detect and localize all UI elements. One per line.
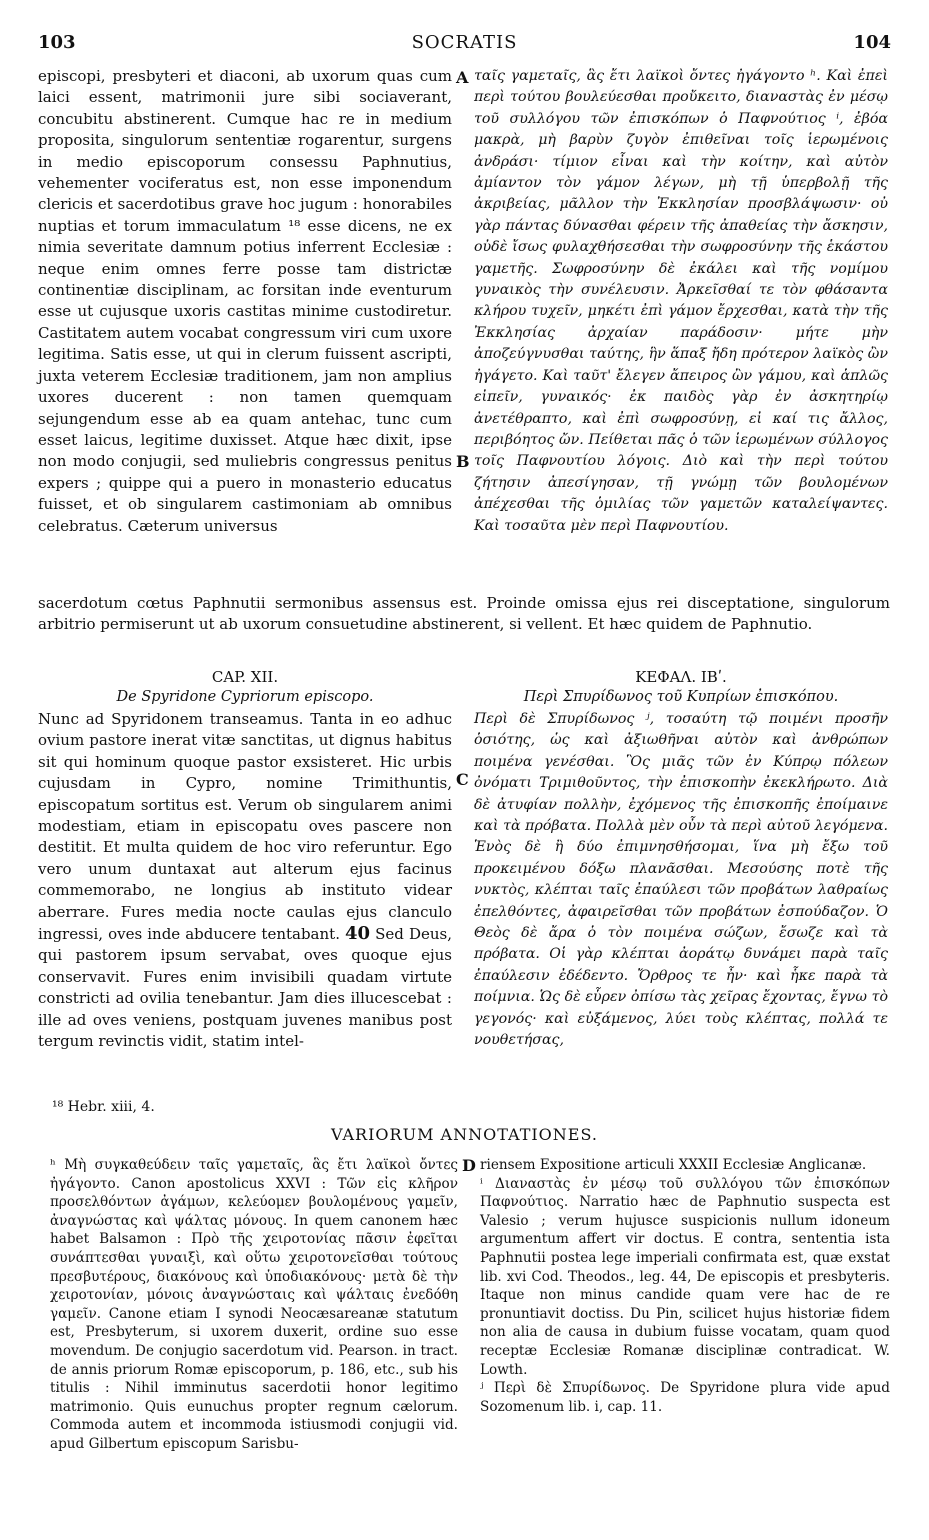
latin-column-top: episcopi, presbyteri et diaconi, ab uxorum quas cum laici essent, matrimonii jure sibi sociaverant, concubitu abstinerent. Cumque hac re in medium proposita, singulorum sententiæ rogarentur, surgens in medio episcoporum consessu Paphnutius, vehementer vociferatus est, non esse imponendum clericis et sacerdotibus grave hoc jugum : honorabiles nuptias et torum immaculatum ¹⁸ esse dicens, ne ex nimia severitate damnum potius inferrent Ecclesiæ : neque enim omnes ferre posse tam districtæ continentiæ disciplinam, ac forsitan inde eventurum esse ut cujusque uxoris castitas minime custodiretur. Castitatem autem vocabat congressum viri cum uxore legitima. Satis esse, ut qui in clerum fuissent ascripti, juxta veterem Ecclesiæ traditionem, jam non amplius uxores ducerent : non tamen quemquam sejungendum esse ab ea quam antehac, tunc cum esset laicus, legitime duxisset. Atque hæc dixit, ipse non modo conjugii, sed muliebris congressus penitus expers ; quippe qui a puero in monasterio educatus fuisset, et ob singularem castimoniam ab omnibus celebratus. Cæterum universus (38, 67, 452, 535)
latin-chapter (38, 667, 452, 1053)
notes-right-column (480, 1156, 890, 1416)
note-i: ⁱ Διαναστὰς ἐν μέσῳ τοῦ συλλόγου τῶν ἐπισκόπων Παφνούτιος. Narratio hæc de Paphnutio suspecta est Valesio ; verum hujusce suspicionis nullum idoneum argumentum affert vir doctus. E contra, sententia ista Paphnutii postea lege imperiali confirmata est, quæ exstat lib. xvi Cod. Theodos., leg. 44, De episcopis et presbyteris. Itaque non minus candide quam vere hac de re pronuntiavit doctiss. Du Pin, scilicet hujus historiæ fidem non alia de causa in dubium fuisse vocatam, quam quod receptæ Ecclesiæ Romanæ disciplinæ contradicat. W. Lowth. (480, 1175, 890, 1378)
column-number-mark: 40 (345, 923, 371, 945)
section-marker-d: D (462, 1156, 476, 1175)
chapter-text-greek: Περὶ δὲ Σπυρίδωνος ʲ, τοσαύτη τῷ ποιμένι προσῆν ὁσιότης, ὡς καὶ ἀξιωθῆναι αὐτὸν καὶ ἀνθρώπων ποιμένα γενέσθαι. Ὃς μιᾶς τῶν ἐν Κύπρῳ πόλεων ὀνόματι Τριμιθοῦντος, τὴν ἐπισκοπὴν ἐκεκλήρωτο. Διὰ δὲ ἀτυφίαν πολλὴν, ἐχόμενος τῆς ἐπισκοπῆς ἐποίμαινε καὶ τὰ πρόβατα. Πολλὰ μὲν οὖν τὰ περὶ αὐτοῦ λεγόμενα. Ἑνὸς δὲ ἢ δύο ἐπιμνησθήσομαι, ἵνα μὴ ἔξω τοῦ προκειμένου δόξω πλανᾶσθαι. Μεσούσης ποτὲ τῆς νυκτὸς, κλέπται ταῖς ἐπαύλεσι τῶν προβάτων λαθραίως ἐπελθόντες, ἀφαιρεῖσθαι τῶν προβάτων ἐσπούδαζον. Ὁ Θεὸς δὲ ἄρα ὁ τὸν ποιμένα σώζων, ἔσωζε καὶ τὰ πρόβατα. Οἱ γὰρ κλέπται ἀοράτῳ δυνάμει παρὰ ταῖς ἐπαύλεσιν ἐδέδεντο. Ὄρθρος τε ἦν· καὶ ἧκε παρὰ τὰ ποίμνια. Ὡς δὲ εὗρεν ὀπίσω τὰς χεῖρας ἔχοντας, ἔγνω τὸ γεγονός· καὶ εὐξάμενος, λύει τοὺς κλέπτας, πολλά τε νουθετήσας, (474, 711, 888, 1049)
section-marker-b: B (456, 452, 470, 471)
chapter-title-greek: ΚΕΦΑΛ. ΙΒʹ. (635, 668, 727, 686)
notes-left-column: ʰ Μὴ συγκαθεύδειν ταῖς γαμεταῖς, ἃς ἔτι λαϊκοὶ ὄντες ἠγάγοντο. Canon apostolicus XXVI : Τῶν εἰς κλῆρον προσελθόντων ἀγάμων, κελεύομεν βουλομένους γαμεῖν, ἀναγνώστας καὶ ψάλτας μόνους. In quem canonem hæc habet Balsamon : Πρὸ τῆς χειροτονίας πᾶσιν ἐφεῖται συνάπτεσθαι γυναιξὶ, καὶ οὕτω χειροτονεῖσθαι τούτους πρεσβυτέρους, διακόνους καὶ ὑποδιακόνους· μετὰ δὲ τὴν χειροτονίαν, μόνοις ἀναγνώσταις καὶ ψάλταις ἐνεδόθη γαμεῖν. Canone etiam I synodi Neocæsareanæ statutum est, Presbyterum, si uxorem duxerit, ordine suo esse movendum. De conjugio sacerdotum vid. Pearson. in tract. de annis priorum Romæ episcoporum, p. 186, etc., sub his titulis : Nihil imminutus sacerdotii honor legitimo matrimonio. Quis eunuchus propter regnum cælorum. Commoda autem et incommoda istiusmodi conjugii vid. apud Gilbertum episcopum Sarisbu- (50, 1157, 458, 1452)
full-width-paragraph: sacerdotum cœtus Paphnutii sermonibus assensus est. Proinde omissa ejus rei disceptatione, singulorum arbitrio permiserunt ut ab uxorum consuetudine abstinerent, si vellent. Et hæc quidem de Paphnutio. (38, 594, 890, 634)
chapter-subtitle-latin: De Spyridone Cypriorum episcopo. (116, 689, 374, 705)
chapter-text-latin (38, 709, 452, 1053)
greek-column-top: ταῖς γαμεταῖς, ἃς ἔτι λαϊκοὶ ὄντες ἠγάγοντο ʰ. Καὶ ἐπεὶ περὶ τούτου βουλεύεσθαι προὔκειτο, διαναστὰς ἐν μέσῳ τοῦ συλλόγου τῶν ἐπισκόπων ὁ Παφνούτιος ⁱ, ἐβόα μακρὰ, μὴ βαρὺν ζυγὸν ἐπιθεῖναι τοῖς ἱερωμένοις ἀνδράσι· τίμιον εἶναι καὶ τὴν κοίτην, καὶ αὐτὸν ἀμίαντον τὸν γάμον λέγων, μὴ τῇ ὑπερβολῇ τῆς ἀκριβείας, μᾶλλον τὴν Ἐκκλησίαν προσβλάψωσιν· οὐ γὰρ πάντας δύνασθαι φέρειν τῆς ἀπαθείας τὴν ἄσκησιν, οὐδὲ ἴσως φυλαχθήσεσθαι τὴν σωφροσύνην τῆς ἑκάστου γαμετῆς. Σωφροσύνην δὲ ἐκάλει καὶ τῆς νομίμου γυναικὸς τὴν συνέλευσιν. Ἀρκεῖσθαί τε τὸν φθάσαντα κλήρου τυχεῖν, μηκέτι ἐπὶ γάμον ἔρχεσθαι, κατὰ τὴν τῆς Ἐκκλησίας ἀρχαίαν παράδοσιν· μήτε μὴν ἀποζεύγνυσθαι ταύτης, ἣν ἅπαξ ἤδη πρότερον λαϊκὸς ὢν ἠγάγετο. Καὶ ταῦτ' ἔλεγεν ἄπειρος ὢν γάμου, καὶ ἁπλῶς εἰπεῖν, γυναικός· ἐκ παιδὸς γὰρ ἐν ἀσκητηρίῳ ἀνετέθραπτο, καὶ ἐπὶ σωφροσύνῃ, εἰ καί τις ἄλλος, περιβόητος ὤν. Πείθεται πᾶς ὁ τῶν ἱερωμένων σύλλογος τοῖς Παφνουτίου λόγοις. Διὸ καὶ τὴν περὶ τούτου ζήτησιν ἀπεσίγησαν, τῇ γνώμῃ τῶν βουλομένων ἀπέχεσθαι τῆς ὁμιλίας τῶν γαμετῶν καταλείψαντες. Καὶ τοσαῦτα μὲν περὶ Παφνουτίου. (474, 68, 888, 534)
footnote: ¹⁸ Hebr. xiii, 4. (52, 1099, 155, 1115)
note-j: ʲ Περὶ δὲ Σπυρίδωνος. De Spyridone plura vide apud Sozomenum lib. i, cap. 11. (480, 1380, 890, 1415)
section-marker-c: C (456, 770, 469, 789)
page-header (38, 32, 891, 62)
page-number-left: 103 (38, 32, 76, 53)
chapter-title-latin: CAP. XII. (211, 668, 279, 686)
chapter-text-latin-before: Nunc ad Spyridonem transeamus. Tanta in eo adhuc ovium pastore inerat vitæ sanctitas, ut dignus habitus sit qui hominum quoque pastor exsisteret. Hic urbis cujusdam in Cypro, nomine Trimithuntis, episcopatum sortitus est. Verum ob singularem animi modestiam, etiam in episcopatu oves pascere non destitit. Et multa quidem de hoc viro referuntur. Ego vero unum duntaxat aut alterum ejus facinus commemorabo, ne longius ab instituto videar aberrare. Fures media nocte caulas ejus clanculo ingressi, oves inde abducere tentabant. (38, 710, 452, 944)
chapter-text-latin-after: Sed Deus, qui pastorem ipsum servabat, oves quoque ejus conservavit. Fures enim invisibili quadam virtute constricti ad ovilia tenebantur. Jam dies illucescebat : ille ad oves veniens, postquam juvenes manibus post tergum revinctis vidit, statim intel- (38, 925, 452, 1051)
running-title: SOCRATIS (411, 32, 518, 53)
note-h-continued: riensem Expositione articuli XXXII Ecclesiæ Anglicanæ. (480, 1157, 867, 1173)
page-number-right: 104 (853, 32, 891, 53)
chapter-subtitle-greek: Περὶ Σπυρίδωνος τοῦ Κυπρίων ἐπισκόπου. (523, 689, 839, 705)
section-marker-a: A (456, 68, 469, 87)
greek-chapter (474, 667, 888, 1052)
notes-heading: VARIORUM ANNOTATIONES. (331, 1125, 598, 1144)
